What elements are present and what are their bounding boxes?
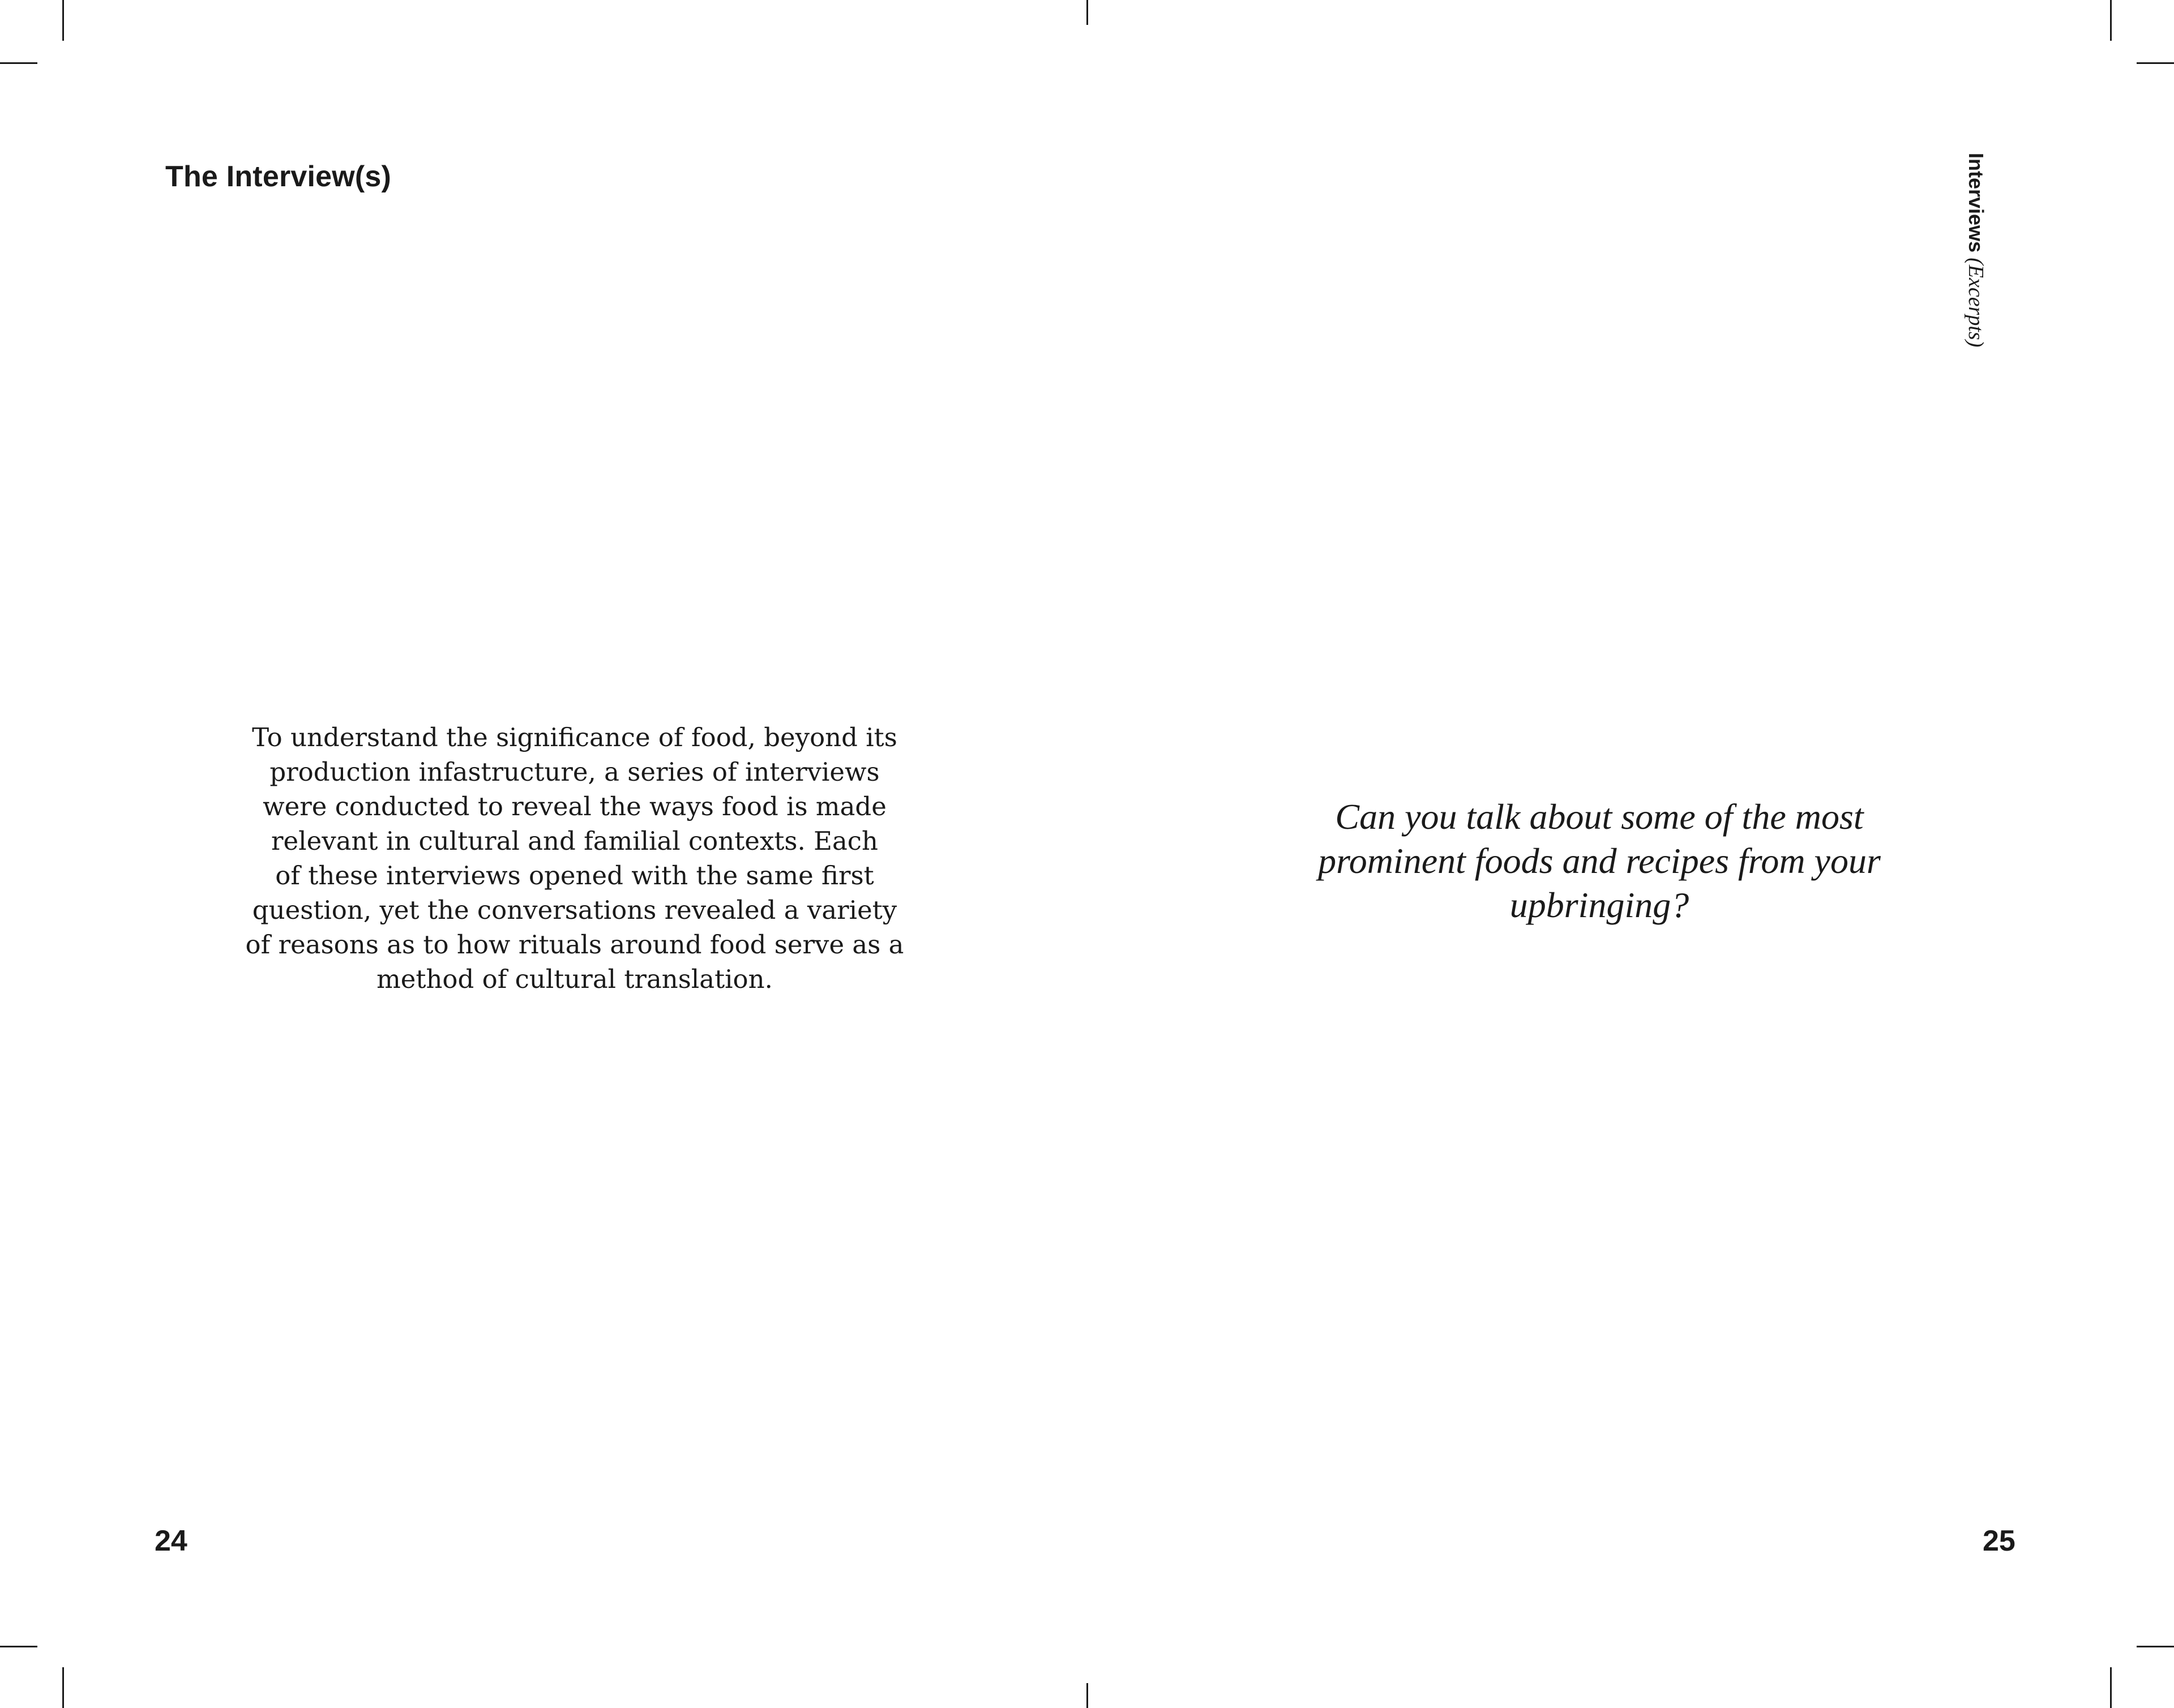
question-line: upbringing? — [1509, 885, 1689, 925]
crop-mark-bottom-right — [2110, 1667, 2112, 1708]
page-number-right: 25 — [1983, 1525, 2015, 1557]
intro-line: of reasons as to how rituals around food serve as a — [245, 930, 904, 960]
crop-mark-top-left — [62, 0, 64, 41]
crop-mark-bottom-left-horizontal — [0, 1646, 37, 1647]
crop-mark-top-right-horizontal — [2137, 62, 2174, 64]
crop-mark-top-center — [1086, 0, 1088, 25]
question-line: prominent foods and recipes from your — [1318, 841, 1881, 881]
running-head — [1965, 153, 1987, 347]
interview-question — [1234, 795, 1965, 927]
intro-line: were conducted to reveal the ways food is made — [263, 791, 887, 821]
crop-mark-bottom-center — [1086, 1683, 1088, 1708]
intro-line: relevant in cultural and familial contexts. Each — [271, 826, 878, 856]
crop-mark-bottom-left — [62, 1667, 64, 1708]
crop-mark-bottom-right-horizontal — [2137, 1646, 2174, 1647]
crop-mark-top-right — [2110, 0, 2112, 41]
running-head-subtitle: (Excerpts) — [1964, 258, 1988, 348]
running-head-title: Interviews — [1965, 153, 1988, 253]
page-number-left: 24 — [155, 1525, 187, 1557]
section-title: The Interview(s) — [165, 160, 392, 193]
intro-paragraph — [226, 720, 923, 996]
intro-line: question, yet the conversations revealed a variety — [252, 895, 897, 925]
intro-line: production infastructure, a series of interviews — [269, 757, 880, 787]
crop-mark-top-left-horizontal — [0, 62, 37, 64]
intro-line: method of cultural translation. — [376, 964, 773, 994]
intro-line: of these interviews opened with the same first — [275, 861, 874, 891]
intro-line: To understand the significance of food, beyond its — [252, 722, 897, 752]
question-line: Can you talk about some of the most — [1335, 797, 1864, 837]
